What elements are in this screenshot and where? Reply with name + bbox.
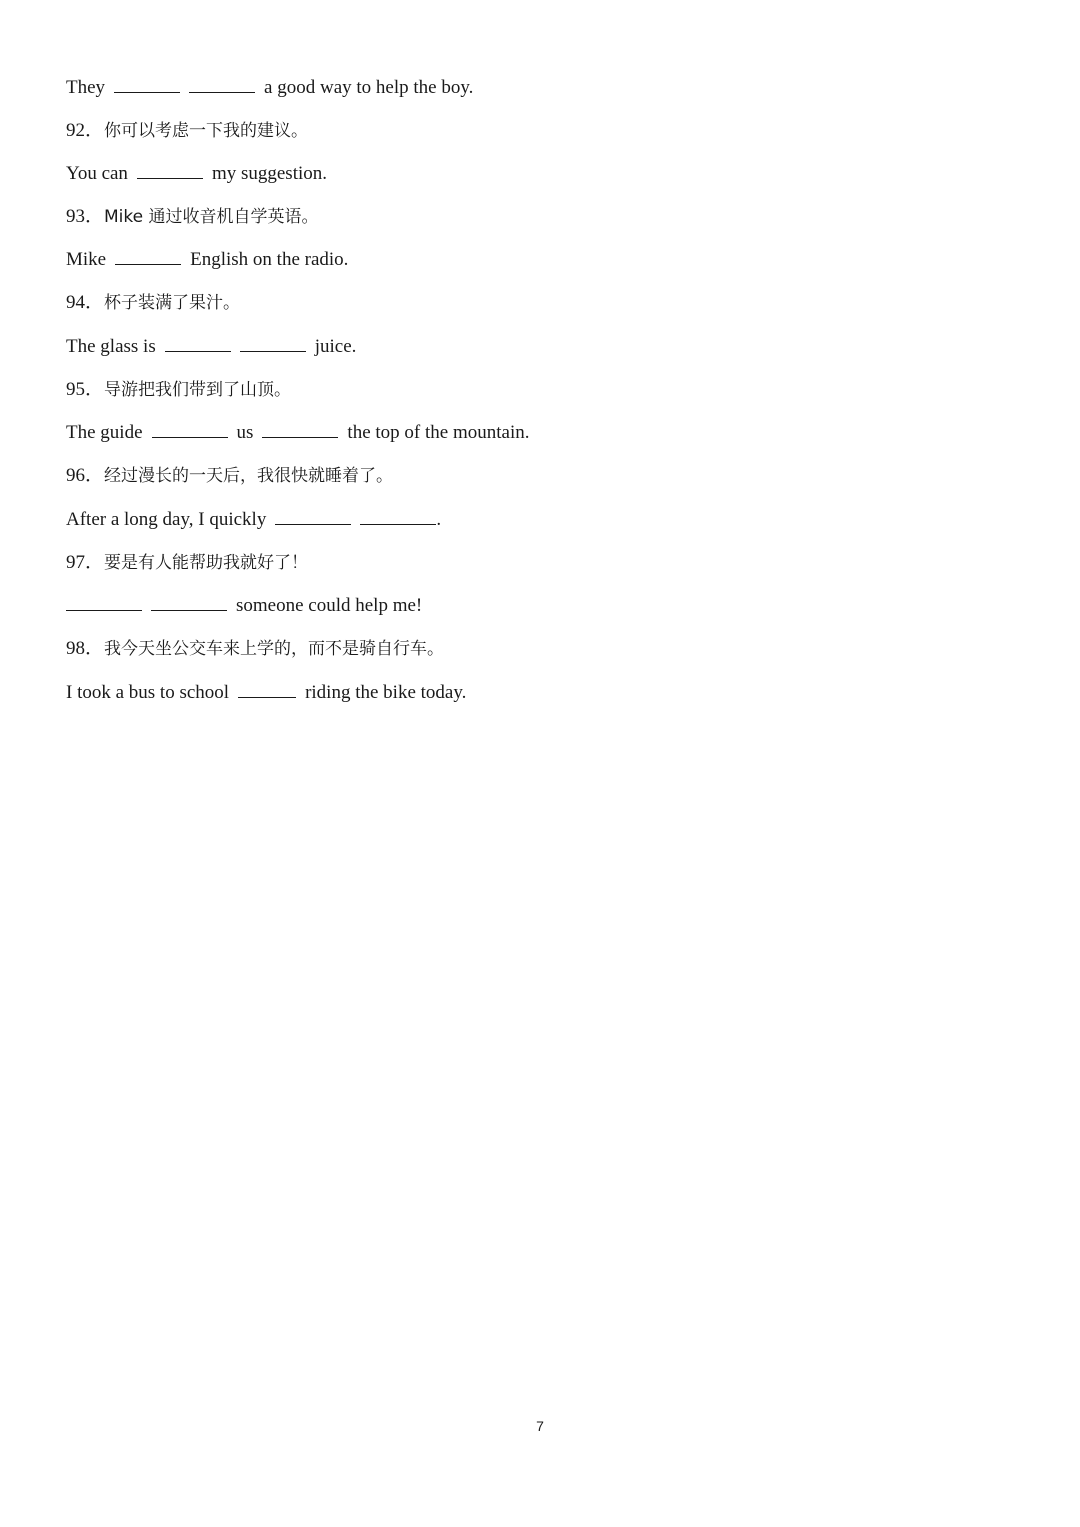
q97-chinese: 要是有人能帮助我就好了！ (104, 553, 309, 573)
q92-number: 92． (66, 120, 105, 141)
q97-blank-1[interactable] (66, 594, 142, 611)
q96-blank-1[interactable] (275, 508, 351, 525)
q95-text-start: The guide (66, 422, 143, 443)
q92-text-start: You can (66, 163, 128, 184)
q93-prompt (66, 205, 319, 229)
q94-number: 94． (66, 292, 105, 313)
q93-chinese: Mike 通过收音机自学英语。 (104, 207, 319, 227)
q97-text-end: someone could help me! (236, 595, 423, 616)
q97-number: 97． (66, 552, 105, 573)
q95-text-end: the top of the mountain. (347, 422, 530, 443)
q92-chinese: 你可以考虑一下我的建议。 (104, 121, 309, 141)
q95-blank-2[interactable] (262, 421, 338, 438)
q92-blank-1[interactable] (137, 162, 203, 179)
q96-number: 96． (66, 465, 105, 486)
q94-chinese: 杯子装满了果汁。 (104, 293, 241, 313)
q93-answer-line (66, 248, 348, 272)
q94-blank-2[interactable] (240, 335, 306, 352)
q92-text-end: my suggestion. (211, 163, 327, 184)
q95-text-mid: us (236, 422, 254, 443)
page-number: 7 (536, 1418, 544, 1434)
q93-text-end: English on the radio. (190, 249, 349, 270)
q98-chinese: 我今天坐公交车来上学的，而不是骑自行车。 (104, 639, 445, 659)
q91-text-end: a good way to help the boy. (264, 77, 474, 98)
q94-answer-line (66, 335, 356, 359)
q98-prompt (66, 637, 444, 661)
q92-answer-line (66, 162, 327, 186)
q93-text-start: Mike (66, 249, 107, 270)
q96-prompt (66, 464, 393, 488)
q95-number: 95． (66, 379, 105, 400)
q95-chinese: 导游把我们带到了山顶。 (104, 380, 292, 400)
q95-prompt (66, 378, 291, 402)
q98-answer-line (66, 681, 466, 705)
q93-blank-1[interactable] (115, 248, 181, 265)
q98-text-end: riding the bike today. (305, 682, 467, 703)
q96-text-start: After a long day, I quickly (66, 509, 267, 530)
q97-answer-line (66, 594, 422, 618)
q94-text-end: juice. (314, 336, 357, 357)
q91-blank-2[interactable] (189, 76, 255, 93)
q94-prompt (66, 291, 240, 315)
q91-text-start: They (66, 77, 106, 98)
q98-text-start: I took a bus to school (66, 682, 230, 703)
q92-prompt (66, 119, 308, 143)
q98-blank-1[interactable] (238, 681, 296, 698)
q96-answer-line (66, 508, 441, 532)
q94-text-start: The glass is (66, 336, 156, 357)
q96-text-end: . (436, 509, 442, 530)
q98-number: 98． (66, 638, 105, 659)
q97-prompt (66, 551, 308, 575)
q96-blank-2[interactable] (360, 508, 436, 525)
q94-blank-1[interactable] (165, 335, 231, 352)
q95-blank-1[interactable] (152, 421, 228, 438)
q93-number: 93． (66, 206, 105, 227)
q91-blank-1[interactable] (114, 76, 180, 93)
q95-answer-line (66, 421, 529, 445)
q91-answer-line (66, 76, 473, 100)
q96-chinese: 经过漫长的一天后，我很快就睡着了。 (104, 466, 394, 486)
q97-blank-2[interactable] (151, 594, 227, 611)
